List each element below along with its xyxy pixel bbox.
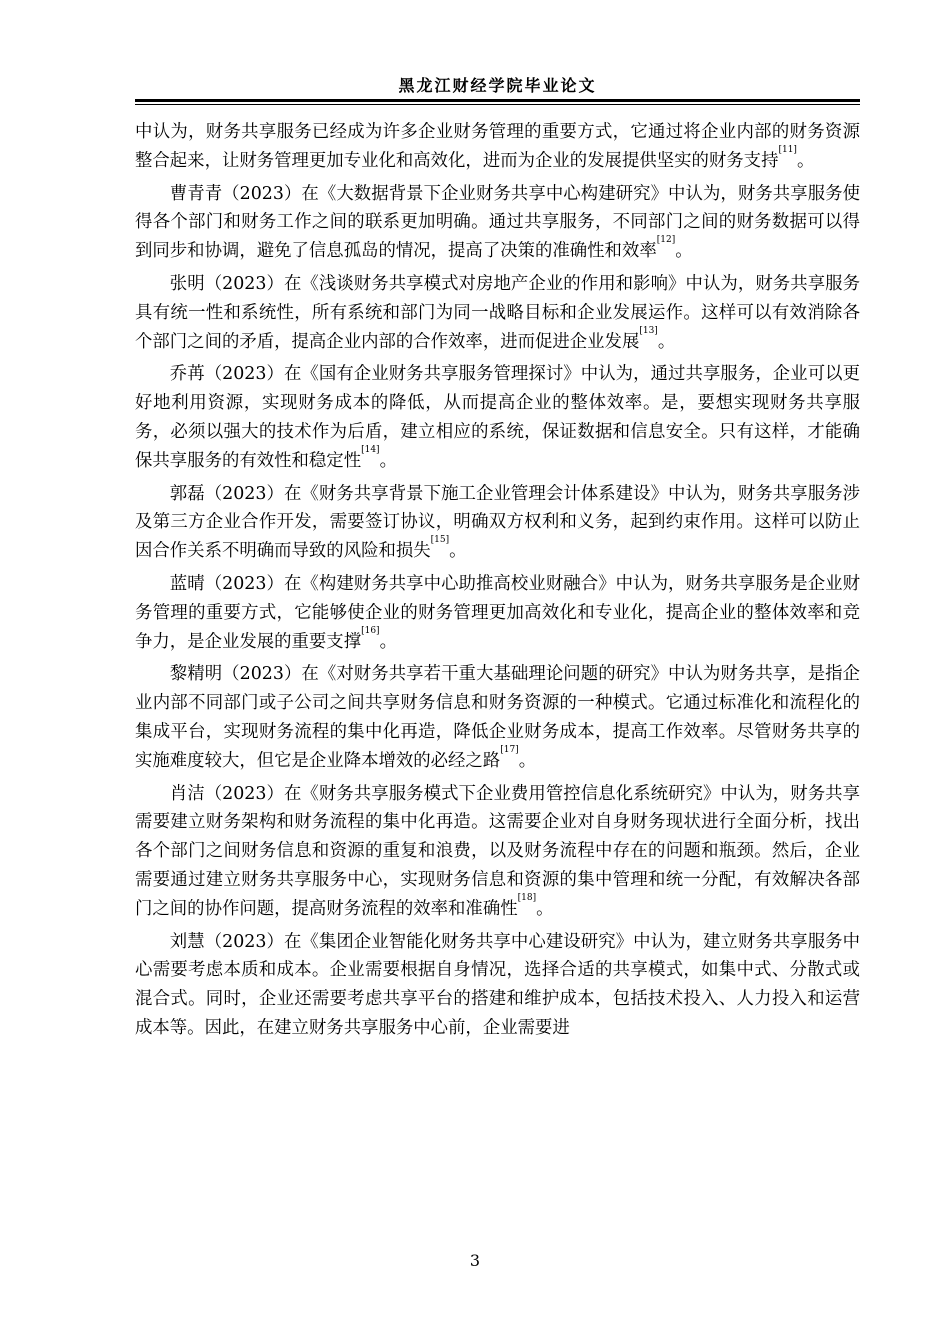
header-rule-thick	[135, 99, 860, 102]
paragraph	[135, 660, 860, 775]
paragraph-end: 。	[518, 750, 537, 771]
paragraph	[135, 180, 860, 266]
citation: [11]	[778, 144, 797, 155]
paragraph-text: 蓝晴（2023）在《构建财务共享中心助推高校业财融合》中认为，财务共享服务是企业财务管理的重要方式，它能够使企业的财务管理更加高效化和专业化，提高企业的整体效率和竞争力，是企业发展的重要支撑	[135, 573, 860, 652]
paragraph-end: 。	[379, 450, 397, 471]
paragraph-text: 中认为，财务共享服务已经成为许多企业财务管理的重要方式，它通过将企业内部的财务资源整合起来，让财务管理更加专业化和高效化，进而为企业的发展提供坚实的财务支持	[135, 122, 860, 171]
paragraph-text: 郭磊（2023）在《财务共享背景下施工企业管理会计体系建设》中认为，财务共享服务涉及第三方企业合作开发，需要签订协议，明确双方权利和义务，起到约束作用。这样可以防止因合作关系不明确而导致的风险和损失	[135, 483, 860, 562]
paragraph-continued	[135, 118, 860, 176]
citation: [18]	[517, 892, 537, 903]
paragraph	[135, 480, 860, 566]
paragraph-text: 肖洁（2023）在《财务共享服务模式下企业费用管控信息化系统研究》中认为，财务共享需要建立财务架构和财务流程的集中化再造。这需要企业对自身财务现状进行全面分析，找出各个部门之间财务信息和资源的重复和浪费，以及财务流程中存在的问题和瓶颈。然后，企业需要通过建立财务共享服务中心，实现财务信息和资源的集中管理和统一分配，有效解决各部门之间的协作问题，提高财务流程的效率和准确性	[135, 783, 860, 919]
header-rule-thin	[135, 104, 860, 105]
citation: [12]	[656, 235, 676, 246]
paragraph-text: 张明（2023）在《浅谈财务共享模式对房地产企业的作用和影响》中认为，财务共享服务具有统一性和系统性，所有系统和部门为同一战略目标和企业发展运作。这样可以有效消除各个部门之间的矛盾，提高企业内部的合作效率，进而促进企业发展	[135, 273, 860, 352]
citation: [17]	[500, 744, 519, 755]
paragraph-end: 。	[379, 631, 397, 652]
paragraph-end: 。	[536, 898, 554, 919]
paragraph	[135, 270, 860, 356]
paragraph-text: 乔苒（2023）在《国有企业财务共享服务管理探讨》中认为，通过共享服务，企业可以更好地利用资源，实现财务成本的降低，从而提高企业的整体效率。是，要想实现财务共享服务，必须以强大的技术作为后盾，建立相应的系统，保证数据和信息安全。只有这样，才能确保共享服务的有效性和稳定性	[135, 364, 860, 471]
paragraph-end: 。	[657, 331, 676, 352]
running-header-title: 黑龙江财经学院毕业论文	[398, 76, 597, 95]
citation: [13]	[639, 325, 658, 336]
citation: [14]	[361, 444, 380, 455]
body-text	[135, 118, 860, 1043]
paragraph	[135, 570, 860, 656]
paragraph-text: 刘慧（2023）在《集团企业智能化财务共享中心建设研究》中认为，建立财务共享服务中心需要考虑本质和成本。企业需要根据自身情况，选择合适的共享模式，如集中式、分散式或混合式。同时，企业还需要考虑共享平台的搭建和维护成本，包括技术投入、人力投入和运营成本等。因此，在建立财务共享服务中心前，企业需要进	[135, 931, 860, 1038]
page-number: 3	[469, 1251, 481, 1270]
paragraph-text: 曹青青（2023）在《大数据背景下企业财务共享中心构建研究》中认为，财务共享服务使得各个部门和财务工作之间的联系更加明确。通过共享服务，不同部门之间的财务数据可以得到同步和协调，避免了信息孤岛的情况，提高了决策的准确性和效率	[135, 183, 860, 262]
citation: [16]	[361, 625, 380, 636]
paragraph-end: 。	[796, 150, 815, 171]
paragraph	[135, 928, 860, 1043]
paragraph-text: 黎精明（2023）在《对财务共享若干重大基础理论问题的研究》中认为财务共享，是指企业内部不同部门或子公司之间共享财务信息和财务资源的一种模式。它通过标准化和流程化的集成平台，实现财务流程的集中化再造，降低企业财务成本，提高工作效率。尽管财务共享的实施难度较大，但它是企业降本增效的必经之路	[135, 664, 860, 771]
paragraph	[135, 360, 860, 475]
paragraph-end: 。	[449, 541, 467, 562]
paragraph-end: 。	[675, 241, 693, 262]
citation: [15]	[430, 535, 450, 546]
paragraph	[135, 780, 860, 924]
